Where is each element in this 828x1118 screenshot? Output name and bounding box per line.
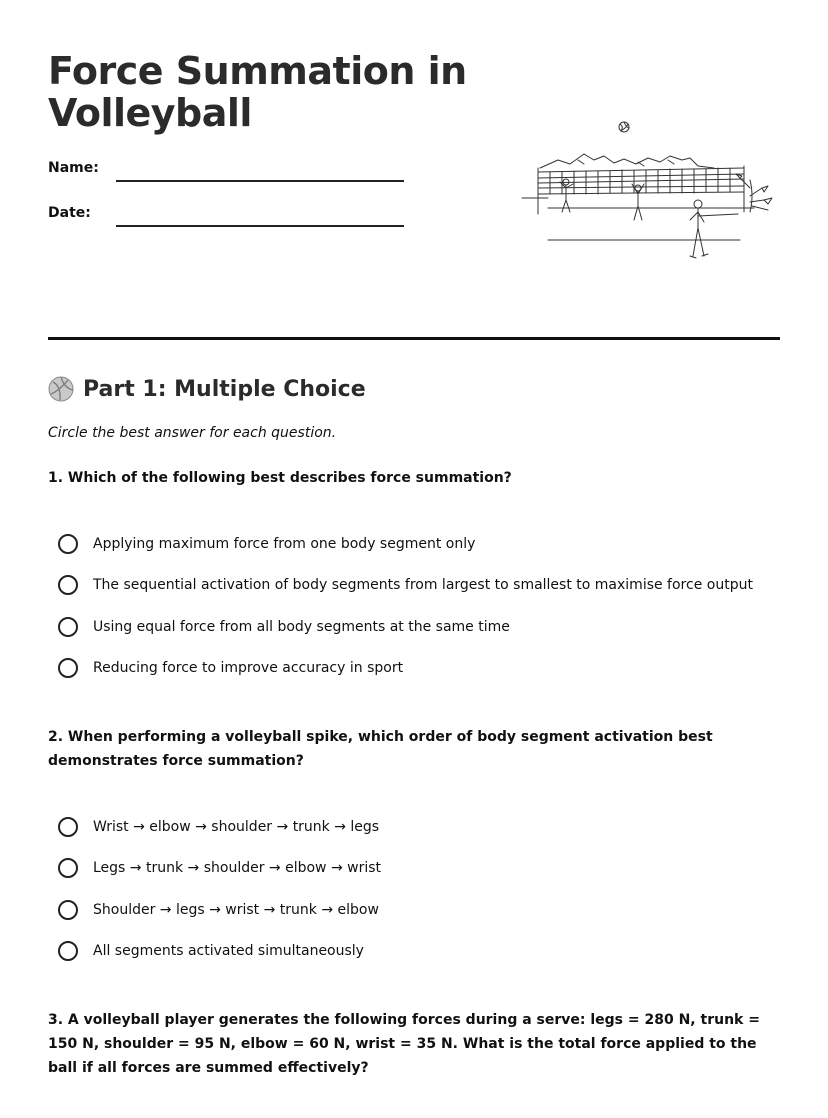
radio-button[interactable] xyxy=(58,817,78,837)
option-text: Wrist → elbow → shoulder → trunk → legs xyxy=(93,819,380,835)
name-field-line[interactable] xyxy=(116,180,404,182)
question-1: 1. Which of the following best describes force summation? xyxy=(48,470,512,486)
name-label: Name: xyxy=(48,160,99,176)
option-text: Reducing force to improve accuracy in sport xyxy=(93,660,404,676)
part1-title: Part 1: Multiple Choice xyxy=(83,376,366,402)
date-field-line[interactable] xyxy=(116,225,404,227)
q1-option-c[interactable] xyxy=(58,615,510,639)
section-divider xyxy=(48,337,780,340)
option-text: Legs → trunk → shoulder → elbow → wrist xyxy=(93,860,382,876)
option-text: Applying maximum force from one body segment only xyxy=(93,536,476,552)
radio-button[interactable] xyxy=(58,858,78,878)
radio-button[interactable] xyxy=(58,617,78,637)
volleyball-icon xyxy=(48,376,74,402)
instructions: Circle the best answer for each question. xyxy=(48,425,337,441)
worksheet-title: Force Summation in Volleyball xyxy=(48,49,467,135)
date-label: Date: xyxy=(48,205,91,221)
option-text: Shoulder → legs → wrist → trunk → elbow xyxy=(93,902,379,918)
question-3: 3. A volleyball player generates the following forces during a serve: legs = 280 N, trunk = 150 N, shoulder = 95 N, elbow = 60 N, wrist = 35 N. What is the total force applied to the ball if all forces are summed effectively? xyxy=(48,1012,760,1076)
q2-option-a[interactable] xyxy=(58,815,379,839)
radio-button[interactable] xyxy=(58,575,78,595)
option-text: The sequential activation of body segments from largest to smallest to maximise force output xyxy=(93,577,753,593)
q2-option-c[interactable] xyxy=(58,898,379,922)
q1-option-a[interactable] xyxy=(58,532,475,556)
q2-option-d[interactable] xyxy=(58,939,364,963)
option-text: All segments activated simultaneously xyxy=(93,943,364,959)
part1-header xyxy=(48,374,366,404)
radio-button[interactable] xyxy=(58,941,78,961)
question-2: 2. When performing a volleyball spike, which order of body segment activation best demonstrates force summation? xyxy=(48,729,713,769)
option-text: Using equal force from all body segments at the same time xyxy=(93,619,510,635)
radio-button[interactable] xyxy=(58,900,78,920)
q1-option-d[interactable] xyxy=(58,656,403,680)
q1-option-b[interactable] xyxy=(58,573,753,597)
q2-option-b[interactable] xyxy=(58,856,381,880)
volleyball-net-scene-icon xyxy=(518,116,780,272)
radio-button[interactable] xyxy=(58,534,78,554)
radio-button[interactable] xyxy=(58,658,78,678)
